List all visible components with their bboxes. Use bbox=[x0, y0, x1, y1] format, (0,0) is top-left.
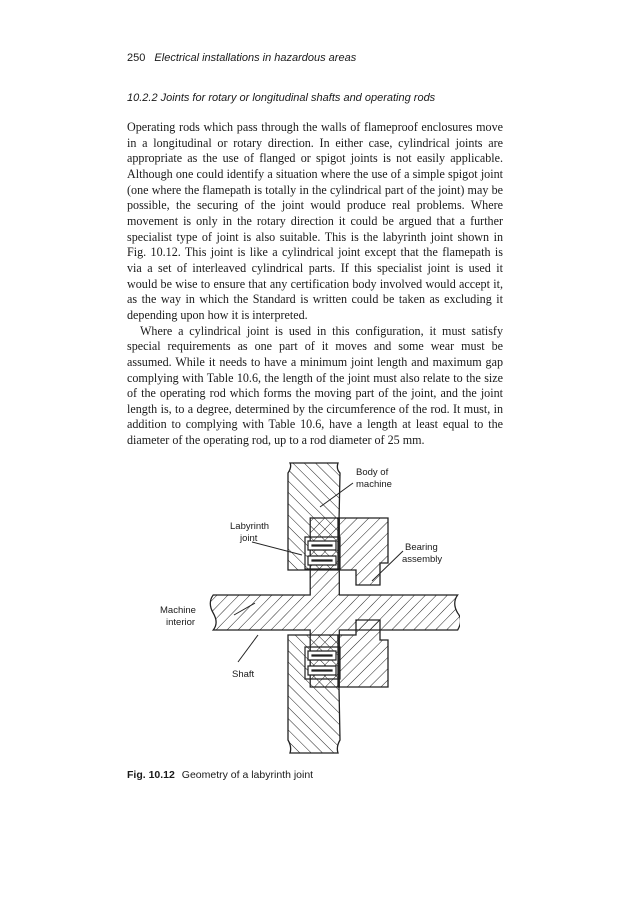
running-head bbox=[127, 52, 356, 64]
label-bearing-2: assembly bbox=[402, 554, 443, 565]
section-heading: 10.2.2 Joints for rotary or longitudinal shafts and operating rods bbox=[127, 92, 436, 104]
caption-text: Geometry of a labyrinth joint bbox=[181, 769, 314, 781]
labyrinth-joint-figure bbox=[160, 455, 460, 760]
running-title: Electrical installations in hazardous areas bbox=[154, 52, 357, 64]
labyrinth-joint-diagram bbox=[160, 455, 460, 760]
label-bearing-1: Bearing bbox=[405, 542, 438, 553]
label-interior-2: interior bbox=[166, 617, 196, 628]
label-labyrinth-2: joint bbox=[240, 533, 258, 544]
bearing-assembly-upper bbox=[338, 518, 388, 585]
paragraph-2: Where a cylindrical joint is used in this configuration, it must satisfy special requirements as one part of it moves and some wear must be assumed. While it needs to have a minimum joint length and maximum gap complying with Table 10.6, the length of the joint must also relate to the size of the operating rod which forms the moving part of the joint, and the joint length is, to a degree, determined by the circumference of the rod. It must, in addition to complying with Table 10.6, have a length at least equal to the diameter of the operating rod, up to a rod diameter of 25 mm. bbox=[127, 323, 503, 448]
page-number: 250 bbox=[127, 52, 146, 64]
label-shaft: Shaft bbox=[232, 669, 255, 680]
body-text bbox=[127, 120, 503, 449]
figure-caption bbox=[127, 769, 313, 781]
caption-number: Fig. 10.12 bbox=[127, 769, 175, 781]
label-interior-1: Machine bbox=[160, 605, 196, 616]
label-body-1: Body of bbox=[356, 467, 389, 478]
paragraph-1: Operating rods which pass through the walls of flameproof enclosures move in a longitudinal or rotary direction. In either case, cylindrical joints are appropriate as the use of flanged or spigot joints is not easily applicable. Although one could identify a situation where the use of a simple spigot joint (one where the flamepath is totally in the cylindrical part of the joint) may be possible, the securing of the joint would produce real problems. Where movement is only in the rotary direction it could be argued that a further specialist type of joint is also suitable. This is the labyrinth joint shown in Fig. 10.12. This joint is like a cylindrical joint except that the flamepath is via a set of interleaved cylindrical parts. If this specialist joint is used it would be wise to ensure that any certification body involved would accept it, as the way in which the Standard is written could be taken as excluding it depending upon how it is interpreted. bbox=[127, 120, 503, 322]
label-labyrinth-1: Labyrinth bbox=[230, 521, 270, 532]
label-body-2: machine bbox=[356, 479, 392, 490]
